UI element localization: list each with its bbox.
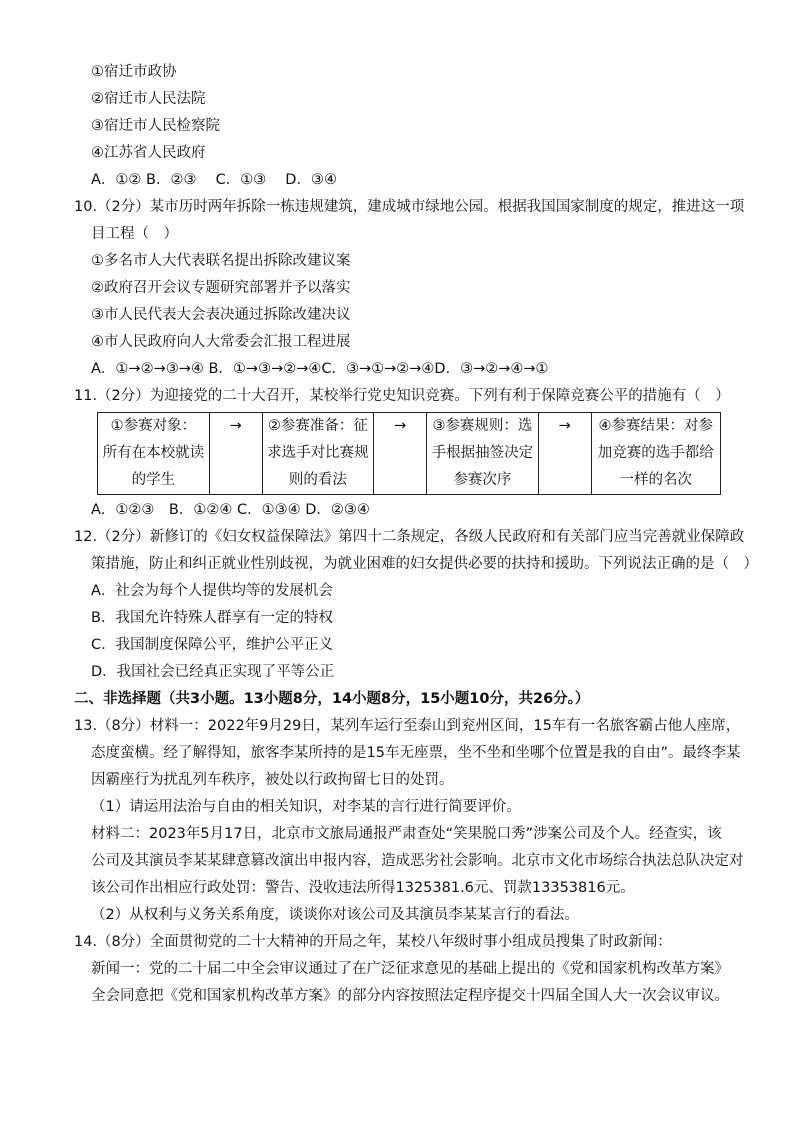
q11-box-4	[591, 413, 720, 495]
q9-option-4: ④江苏省人民政府	[91, 145, 206, 161]
q13-material2-line2: 公司及其演员李某某肆意篡改演出申报内容，造成恶劣社会影响。北京市文化市场综合执法总队决定对	[91, 853, 744, 869]
q10-answers: A．①→②→③→④ B．①→③→②→④C．③→①→②→④D．③→②→④→①	[91, 361, 549, 377]
q11-box-1-line3: 的学生	[131, 472, 176, 488]
q11-box-1-line2: 所有在本校就读	[102, 445, 205, 461]
q11-box-4-line1: ④参赛结果：对参	[598, 418, 714, 434]
q11-arrow-3: →	[538, 413, 591, 495]
q9-option-3: ③宿迁市人民检察院	[91, 118, 220, 134]
q10-option-4: ④市人民政府向人大常委会汇报工程进展	[91, 334, 351, 350]
q11-flow-table	[97, 412, 721, 495]
q10-stem-line1: 10.（2分）某市历时两年拆除一栋违规建筑，建成城市绿地公园。根据我国国家制度的规定，推进这一项	[74, 199, 745, 215]
q11-box-2-line2: 求选手对比赛规	[267, 445, 369, 461]
q13-material2-line1: 材料二：2023年5月17日，北京市文旅局通报严肃查处“笑果脱口秀”涉案公司及个人。经查实，该	[91, 826, 722, 842]
q12-option-d: D．我国社会已经真正实现了平等公正	[91, 664, 335, 680]
q10-option-3: ③市人民代表大会表决通过拆除改建决议	[91, 307, 351, 323]
q11-box-1-line1: ①参赛对象：	[110, 418, 197, 434]
q9-option-1: ①宿迁市政协	[91, 64, 177, 80]
q10-option-2: ②政府召开会议专题研究部署并予以落实	[91, 280, 351, 296]
q9-answers: A．①② B．②③ C．①③ D．③④	[91, 172, 337, 188]
q11-box-4-line2: 加竞赛的选手都给	[597, 445, 714, 461]
q12-stem-line2: 策措施，防止和纠正就业性别歧视，为就业困难的妇女提供必要的扶持和援助。下列说法正确的是（ ）	[91, 556, 758, 572]
q10-stem-line2: 目工程（ ）	[91, 226, 178, 242]
q11-box-4-line3: 一样的名次	[619, 472, 693, 488]
q13-material2-line3: 该公司作出相应行政处罚：警告、没收违法所得1325381.6元、罚款13353816元。	[91, 880, 635, 896]
q11-box-1	[98, 413, 210, 495]
q11-box-3-line1: ③参赛规则：选	[432, 418, 533, 434]
q14-line1: 14.（8分）全面贯彻党的二十大精神的开局之年，某校八年级时事小组成员搜集了时政新闻：	[74, 934, 672, 950]
q11-arrow-1: →	[209, 413, 262, 495]
q13-line3: 因霸座行为扰乱列车秩序，被处以行政拘留七日的处罚。	[91, 772, 454, 788]
q13-line1: 13.（8分）材料一：2022年9月29日，某列车运行至泰山到兖州区间，15车有一名旅客霸占他人座席，	[74, 718, 741, 734]
q12-option-b: B．我国允许特殊人群享有一定的特权	[91, 610, 333, 626]
q9-option-2: ②宿迁市人民法院	[91, 91, 206, 107]
q12-option-c: C．我国制度保障公平，维护公平正义	[91, 637, 334, 653]
section2-heading: 二、非选择题（共3小题。13小题8分，14小题8分，15小题10分，共26分。）	[74, 691, 590, 707]
q11-arrow-2: →	[374, 413, 427, 495]
q11-box-3-line3: 参赛次序	[453, 472, 512, 488]
q12-option-a: A．社会为每个人提供均等的发展机会	[91, 583, 333, 599]
q13-subquestion-1: （1）请运用法治与自由的相关知识，对李某的言行进行简要评价。	[91, 799, 521, 815]
q13-line2: 态度蛮横。经了解得知，旅客李某所持的是15车无座票，坐不坐和坐哪个位置是我的自由”。最终李某	[91, 745, 741, 761]
q12-stem-line1: 12.（2分）新修订的《妇女权益保障法》第四十二条规定，各级人民政府和有关部门应当完善就业保障政	[74, 529, 745, 545]
q11-box-2-line1: ②参赛准备：征	[267, 418, 368, 434]
q11-box-3	[427, 413, 539, 495]
q11-box-2-line3: 则的看法	[288, 472, 347, 488]
q13-subquestion-2: （2）从权利与义务关系角度，谈谈你对该公司及其演员李某某言行的看法。	[91, 907, 579, 923]
q10-option-1: ①多名市人大代表联名提出拆除改建议案	[91, 253, 351, 269]
q11-box-3-line2: 手根据抽签决定	[431, 445, 534, 461]
q11-answers: A．①②③ B．①②④ C．①③④ D．②③④	[91, 502, 370, 518]
q11-box-2	[262, 413, 374, 495]
q11-stem: 11.（2分）为迎接党的二十大召开，某校举行党史知识竞赛。下列有利于保障竞赛公平的措施有（ ）	[74, 388, 730, 404]
q14-line2: 新闻一：党的二十届二中全会审议通过了在广泛征求意见的基础上提出的《党和国家机构改革方案》	[91, 961, 729, 977]
q14-line3: 全会同意把《党和国家机构改革方案》的部分内容按照法定程序提交十四届全国人大一次会议审议。	[91, 988, 729, 1004]
